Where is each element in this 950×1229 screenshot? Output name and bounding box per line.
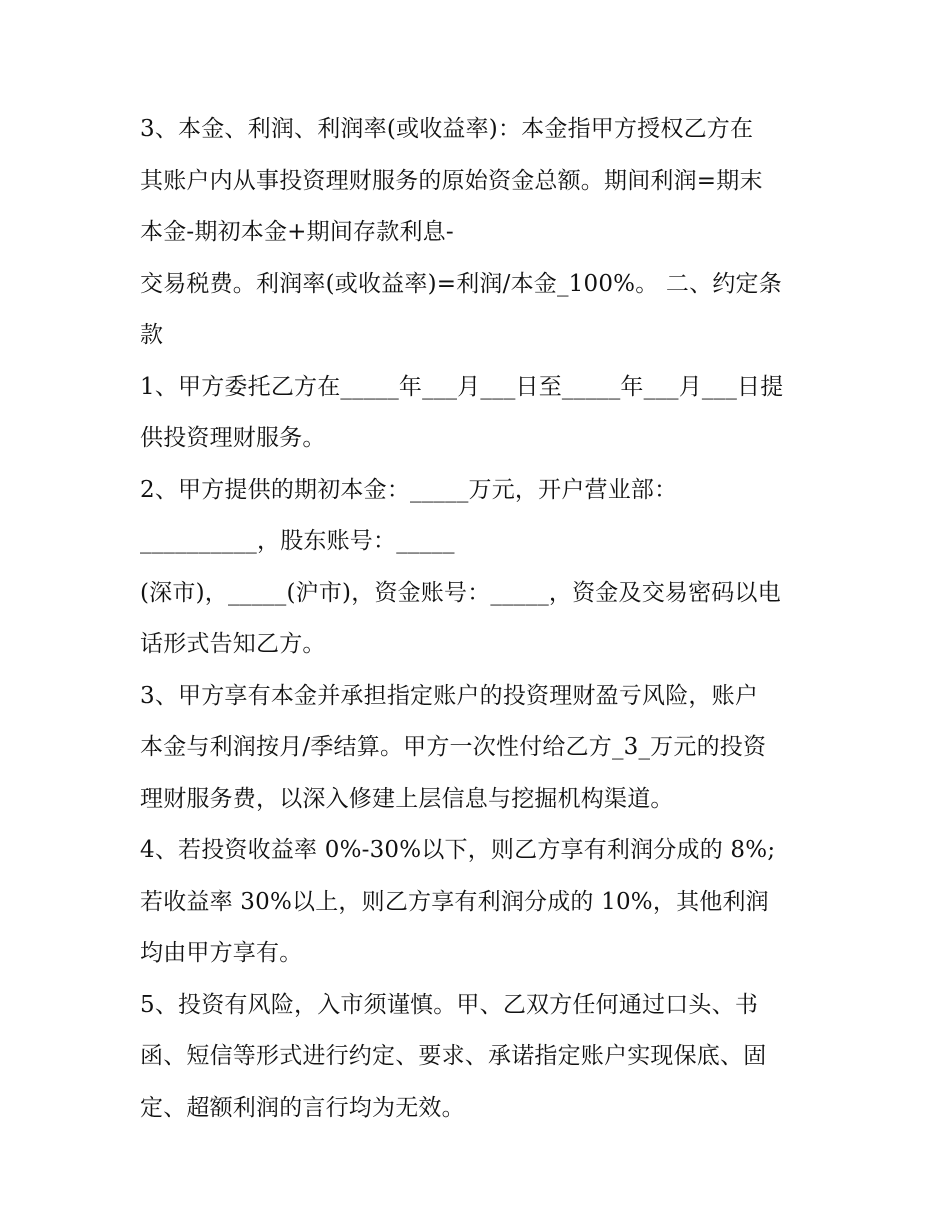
text-line: 3、甲方享有本金并承担指定账户的投资理财盈亏风险，账户 xyxy=(140,682,759,709)
document-body xyxy=(140,104,820,1134)
text-line: (深市)，_____(沪市)，资金账号：_____，资金及交易密码以电 xyxy=(140,579,781,606)
text-line: __________，股东账号：_____ xyxy=(140,528,455,554)
text-line: 本金-期初本金+期间存款利息- xyxy=(140,219,454,245)
text-line: 本金与利润按月/季结算。甲方一次性付给乙方_3_万元的投资 xyxy=(140,734,767,760)
text-line: 2、甲方提供的期初本金：_____万元，开户营业部： xyxy=(140,476,678,503)
text-line: 交易税费。利润率(或收益率)=利润/本金_100%。 二、约定条 xyxy=(140,270,782,297)
text-line: 3、本金、利润、利润率(或收益率)：本金指甲方授权乙方在 xyxy=(140,116,754,142)
text-line: 若收益率 30%以上，则乙方享有利润分成的 10%，其他利润 xyxy=(140,888,769,915)
text-line: 话形式告知乙方。 xyxy=(140,631,326,657)
text-line: 4、若投资收益率 0%-30%以下，则乙方享有利润分成的 8%; xyxy=(140,837,776,863)
text-line: 供投资理财服务。 xyxy=(140,425,326,451)
text-line: 1、甲方委托乙方在_____年___月___日至_____年___月___日提 xyxy=(140,373,784,400)
text-line: 款 xyxy=(140,322,164,348)
text-line: 其账户内从事投资理财服务的原始资金总额。期间利润=期末 xyxy=(140,167,763,194)
text-line: 函、短信等形式进行约定、要求、承诺指定账户实现保底、固 xyxy=(140,1043,767,1069)
text-line: 5、投资有风险，入市须谨慎。甲、乙双方任何通过口头、书 xyxy=(140,991,759,1018)
text-line: 均由甲方享有。 xyxy=(140,940,303,966)
text-line: 理财服务费，以深入修建上层信息与挖掘机构渠道。 xyxy=(140,785,674,812)
text-line: 定、超额利润的言行均为无效。 xyxy=(140,1094,465,1121)
